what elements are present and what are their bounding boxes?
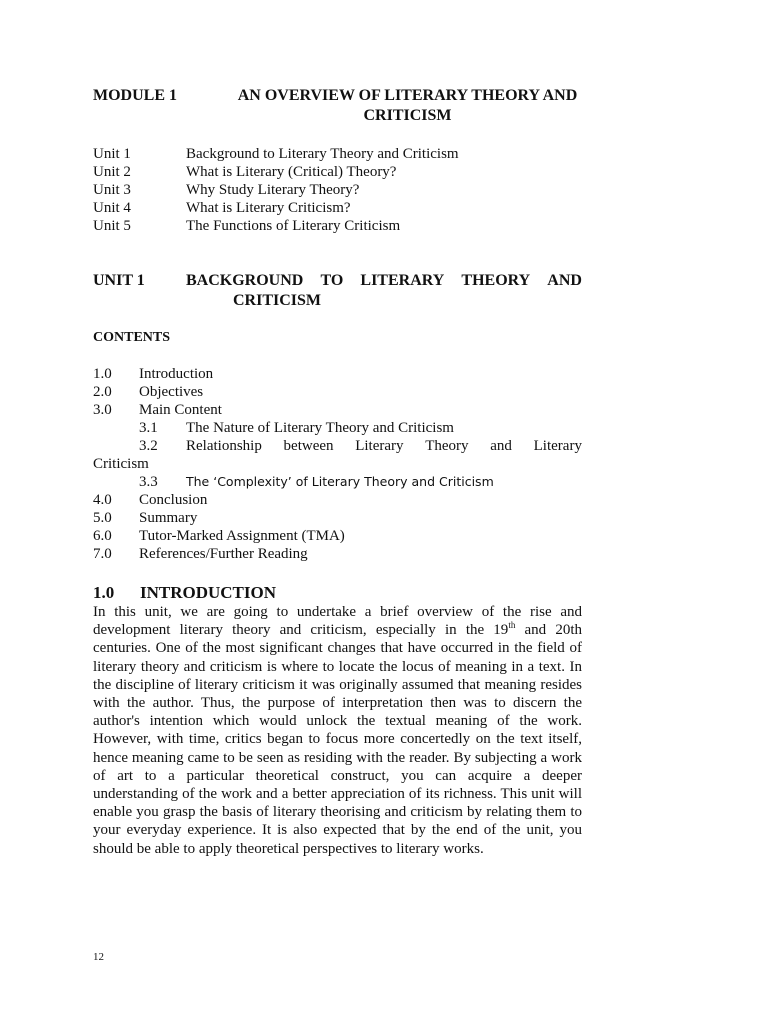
paragraph-text: and 20th centuries. One of the most significant changes that have occurred in the field of literary theory and criticism is where to locate the locus of meaning in a text. In the discipline of literary criticism it was originally assumed that meaning resides with the author. Thus, the purpose of interpretation then was to discern the author's intention which would unlock the textual meaning of the work. However, with time, critics began to focus more concertedly on the text itself, hence meaning came to be seen as residing with the reader. By subjecting a work of art to a particular theoretical construct, you can acquire a deeper understanding of the work and a better appreciation of its richness. This unit will enable you grasp the basis of literary theorising and criticism by relating them to your everyday experience. It is also expected that by the end of the unit, you should be able to apply theoretical perspectives to literary works. xyxy=(93,622,582,857)
toc-item xyxy=(93,527,582,545)
toc-title: Conclusion xyxy=(139,492,208,508)
toc-word: between xyxy=(283,438,334,454)
toc-item xyxy=(93,545,582,563)
toc-number: 6.0 xyxy=(93,528,112,544)
toc-item xyxy=(93,509,582,527)
toc-item xyxy=(93,491,582,509)
introduction-paragraph xyxy=(93,603,582,858)
toc-number: 7.0 xyxy=(93,546,112,562)
section-title: INTRODUCTION xyxy=(140,583,277,602)
toc-item xyxy=(93,383,582,401)
toc-number: 1.0 xyxy=(93,366,112,382)
unit-title: Background to Literary Theory and Criticism xyxy=(186,146,459,162)
toc-number: 3.3 xyxy=(139,474,158,490)
module-label: MODULE 1 xyxy=(93,87,177,104)
toc-title: Main Content xyxy=(139,402,222,418)
introduction-heading xyxy=(93,582,276,604)
unit-heading-line1 xyxy=(186,271,582,291)
unit-heading-label: UNIT 1 xyxy=(93,272,145,289)
unit-list-item xyxy=(93,181,459,199)
unit-title: What is Literary Criticism? xyxy=(186,200,351,216)
unit-number: Unit 2 xyxy=(93,164,131,180)
toc-title xyxy=(186,437,582,455)
toc-subitem xyxy=(93,419,582,437)
unit-title: The Functions of Literary Criticism xyxy=(186,218,401,234)
toc-title: Tutor-Marked Assignment (TMA) xyxy=(139,528,345,544)
toc-title: The Nature of Literary Theory and Criticism xyxy=(186,420,454,436)
toc-title: Objectives xyxy=(139,384,204,400)
unit-heading-word: THEORY xyxy=(461,272,531,289)
table-of-contents xyxy=(93,365,582,563)
toc-number: 3.0 xyxy=(93,402,112,418)
paragraph-text: In this unit, we are going to undertake a brief overview of the rise and development literary theory and criticism, especially in the 19 xyxy=(93,604,582,639)
toc-number: 4.0 xyxy=(93,492,112,508)
unit-list-item xyxy=(93,199,459,217)
unit-title: What is Literary (Critical) Theory? xyxy=(186,164,397,180)
unit-list-item xyxy=(93,217,459,235)
toc-number: 2.0 xyxy=(93,384,112,400)
toc-continuation: Criticism xyxy=(93,456,149,472)
toc-word: Literary xyxy=(355,438,404,454)
unit-heading-word: LITERARY xyxy=(360,272,445,289)
contents-label: CONTENTS xyxy=(93,330,171,345)
page-number: 12 xyxy=(93,951,104,963)
unit-list xyxy=(93,145,459,235)
unit-list-item xyxy=(93,163,459,181)
superscript: th xyxy=(508,620,516,631)
unit-heading-word: AND xyxy=(547,272,582,289)
unit-heading-word: TO xyxy=(320,272,344,289)
toc-number: 5.0 xyxy=(93,510,112,526)
toc-title: The ‘Complexity’ of Literary Theory and Criticism xyxy=(186,474,494,489)
toc-subitem xyxy=(93,473,582,491)
toc-word: Literary xyxy=(533,438,582,454)
toc-number: 3.2 xyxy=(139,438,158,454)
unit-heading-title xyxy=(186,271,582,311)
unit-number: Unit 1 xyxy=(93,146,131,162)
module-title: AN OVERVIEW OF LITERARY THEORY AND CRITICISM xyxy=(237,87,578,124)
toc-item xyxy=(93,365,582,383)
toc-number: 3.1 xyxy=(139,420,158,436)
toc-title: Summary xyxy=(139,510,198,526)
section-number: 1.0 xyxy=(93,583,115,602)
toc-item xyxy=(93,401,582,419)
unit-heading-line2: CRITICISM xyxy=(233,292,322,309)
toc-word: Relationship xyxy=(186,438,262,454)
toc-title: References/Further Reading xyxy=(139,546,308,562)
unit-number: Unit 5 xyxy=(93,218,131,234)
unit-number: Unit 4 xyxy=(93,200,131,216)
unit-heading-word: BACKGROUND xyxy=(186,272,304,289)
toc-word: Theory xyxy=(425,438,469,454)
toc-subitem xyxy=(93,437,582,455)
unit-title: Why Study Literary Theory? xyxy=(186,182,360,198)
unit-number: Unit 3 xyxy=(93,182,131,198)
unit-list-item xyxy=(93,145,459,163)
toc-word: and xyxy=(490,438,512,454)
toc-title: Introduction xyxy=(139,366,214,382)
